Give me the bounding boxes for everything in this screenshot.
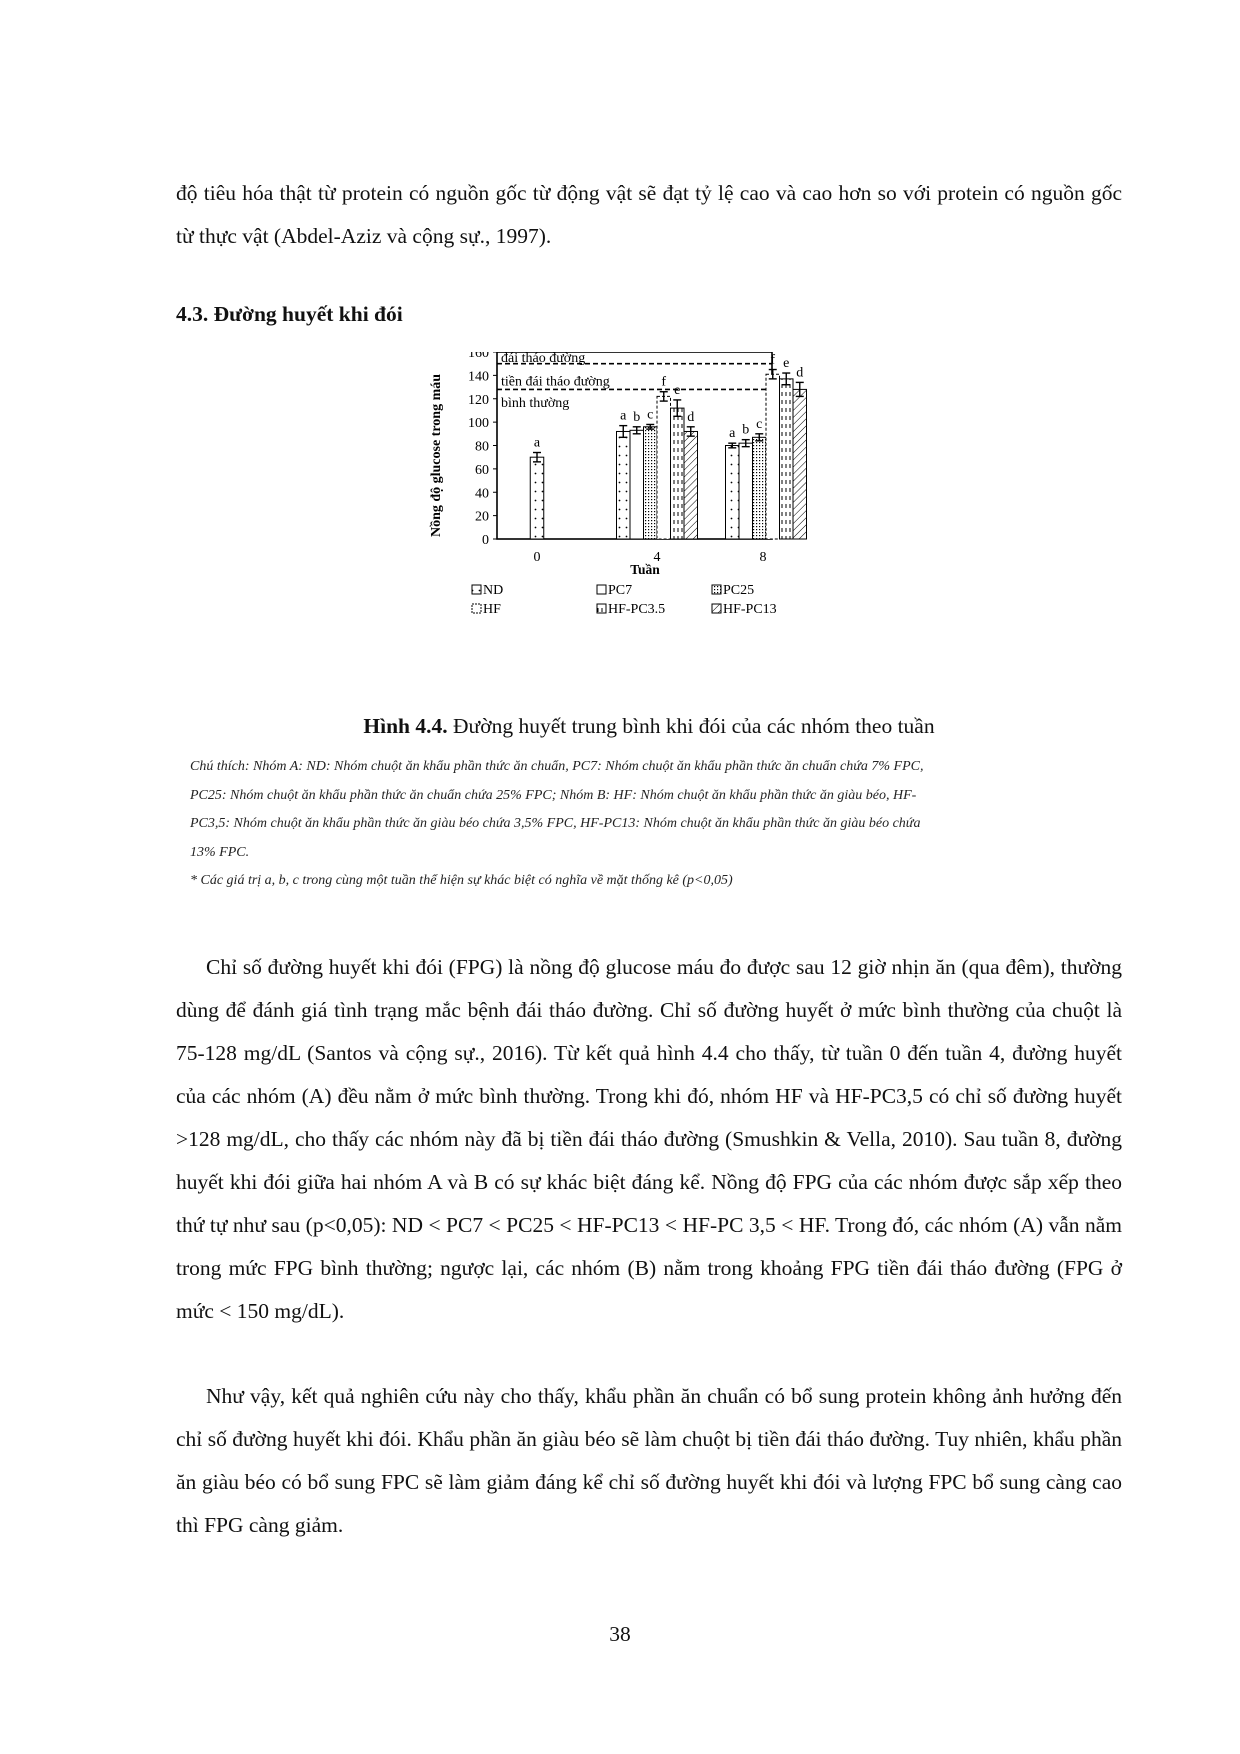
significance-letter: c	[756, 416, 763, 432]
significance-letter: f	[661, 374, 667, 390]
y-tick-label: 40	[475, 486, 489, 502]
significance-letter: d	[687, 409, 695, 425]
x-tick-label: 4	[653, 550, 661, 565]
significance-letter: a	[620, 408, 627, 424]
bar-hf-week-8	[766, 374, 780, 539]
bar-pc25-week-4	[644, 427, 658, 539]
section-heading: 4.3. Đường huyết khi đói	[176, 302, 403, 326]
legend-label: HF-PC3.5	[608, 602, 666, 617]
figure-4-4	[420, 352, 890, 697]
significance-letter: e	[674, 382, 681, 398]
figure-legend-note: Chú thích: Nhóm A: ND: Nhóm chuột ăn khẩu phần thức ăn chuẩn, PC7: Nhóm chuột ăn khẩu phần thức ăn chuẩn chứa 7% FPC, PC25: Nhóm chuột ăn khẩu phần thức ăn chuẩn chứa 25% FPC; Nhóm B: HF: Nhóm chuột ăn khẩu phần thức ăn giàu béo, HF-PC3,5: Nhóm chuột ăn khẩu phần thức ăn giàu béo chứa 3,5% FPC, HF-PC13: Nhóm chuột ăn khẩu phần thức ăn giàu béo chứa 13% FPC.	[190, 759, 924, 860]
legend-swatch	[472, 585, 481, 594]
y-tick-label: 20	[475, 509, 489, 525]
intro-paragraph: độ tiêu hóa thật từ protein có nguồn gốc từ động vật sẽ đạt tỷ lệ cao và cao hơn so với protein có nguồn gốc từ thực vật (Abdel-Aziz và cộng sự., 1997).	[176, 181, 1122, 248]
bar-hf-pc13-week-4	[684, 431, 698, 539]
bar-hf-pc3-5-week-8	[780, 379, 794, 539]
y-axis-label: Nồng độ glucose trong máu	[429, 373, 444, 538]
significance-letter: a	[729, 426, 736, 442]
legend-label: ND	[483, 583, 504, 598]
y-tick-label: 80	[475, 439, 489, 455]
x-tick-label: 0	[533, 550, 541, 565]
bar-pc7-week-8	[739, 443, 753, 539]
legend-label: PC7	[608, 583, 633, 598]
bar-nd-week-8	[726, 446, 740, 540]
discussion-paragraph-2: Như vậy, kết quả nghiên cứu này cho thấy, khẩu phần ăn chuẩn có bổ sung protein không ảnh hưởng đến chỉ số đường huyết khi đói. Khẩu phần ăn giàu béo sẽ làm chuột bị tiền đái tháo đường. Tuy nhiên, khẩu phần ăn giàu béo có bổ sung FPC sẽ làm giảm đáng kể chỉ số đường huyết khi đói và lượng FPC bổ sung càng cao thì FPG càng giảm.	[176, 1384, 1122, 1537]
figure-caption	[176, 714, 1122, 739]
bar-pc25-week-8	[753, 437, 767, 539]
legend-swatch	[712, 585, 721, 594]
significance-letter: a	[533, 435, 541, 451]
significance-letter: b	[742, 422, 750, 438]
significance-letter: c	[647, 407, 654, 423]
legend-swatch	[712, 604, 721, 613]
legend-label: PC25	[723, 583, 755, 598]
y-tick-label: 120	[468, 392, 489, 408]
reference-label: đái tháo đường	[501, 352, 586, 367]
bar-nd-week-4	[617, 431, 631, 539]
discussion-paragraph-1: Chỉ số đường huyết khi đói (FPG) là nồng độ glucose máu đo được sau 12 giờ nhịn ăn (qua đêm), thường dùng để đánh giá tình trạng mắc bệnh đái tháo đường. Chỉ số đường huyết ở mức bình thường của chuột là 75-128 mg/dL (Santos và cộng sự., 2016). Từ kết quả hình 4.4 cho thấy, từ tuần 0 đến tuần 4, đường huyết của các nhóm (A) đều nằm ở mức bình thường. Trong khi đó, nhóm HF và HF-PC3,5 có chỉ số đường huyết >128 mg/dL, cho thấy các nhóm này đã bị tiền đái tháo đường (Smushkin & Vella, 2010). Sau tuần 8, đường huyết khi đói giữa hai nhóm A và B có sự khác biệt đáng kể. Nồng độ FPG của các nhóm được sắp xếp theo thứ tự như sau (p<0,05): ND < PC7 < PC25 < HF-PC13 < HF-PC 3,5 < HF. Trong đó, các nhóm (A) vẫn nằm trong mức FPG bình thường; ngược lại, các nhóm (B) nằm trong khoảng FPG tiền đái tháo đường (FPG ở mức < 150 mg/dL).	[176, 955, 1122, 1323]
bar-pc7-week-4	[630, 430, 644, 539]
glucose-bar-chart	[420, 352, 890, 697]
significance-note: * Các giá trị a, b, c trong cùng một tuần thể hiện sự khác biệt có nghĩa về mặt thống kê (p<0,05)	[190, 873, 733, 888]
x-tick-label: 8	[759, 550, 767, 565]
legend-swatch	[597, 604, 606, 613]
reference-label: bình thường	[501, 395, 570, 411]
significance-letter: e	[783, 356, 790, 372]
significance-letter: d	[796, 365, 804, 381]
legend-swatch	[472, 604, 481, 613]
legend-swatch	[597, 585, 606, 594]
y-tick-label: 140	[468, 369, 489, 385]
y-tick-label: 0	[482, 533, 489, 548]
significance-letter: b	[633, 409, 641, 425]
x-axis-label: Tuần	[630, 562, 660, 577]
y-tick-label: 100	[468, 416, 489, 432]
y-tick-label: 60	[475, 462, 489, 478]
bar-nd-week-0	[530, 457, 544, 539]
figure-caption-label: Hình 4.4.	[363, 714, 448, 738]
significance-letter: f	[770, 352, 776, 368]
reference-label: tiền đái tháo đường	[501, 374, 610, 390]
bar-hf-pc3-5-week-4	[671, 408, 685, 539]
legend-label: HF	[483, 602, 501, 617]
legend-label: HF-PC13	[723, 602, 777, 617]
bar-hf-pc13-week-8	[793, 389, 807, 539]
figure-caption-text: Đường huyết trung bình khi đói của các nhóm theo tuần	[453, 714, 935, 738]
y-tick-label: 160	[468, 352, 489, 361]
page-number: 38	[609, 1622, 631, 1646]
figure-notes	[190, 753, 925, 896]
bar-hf-week-4	[657, 396, 671, 539]
